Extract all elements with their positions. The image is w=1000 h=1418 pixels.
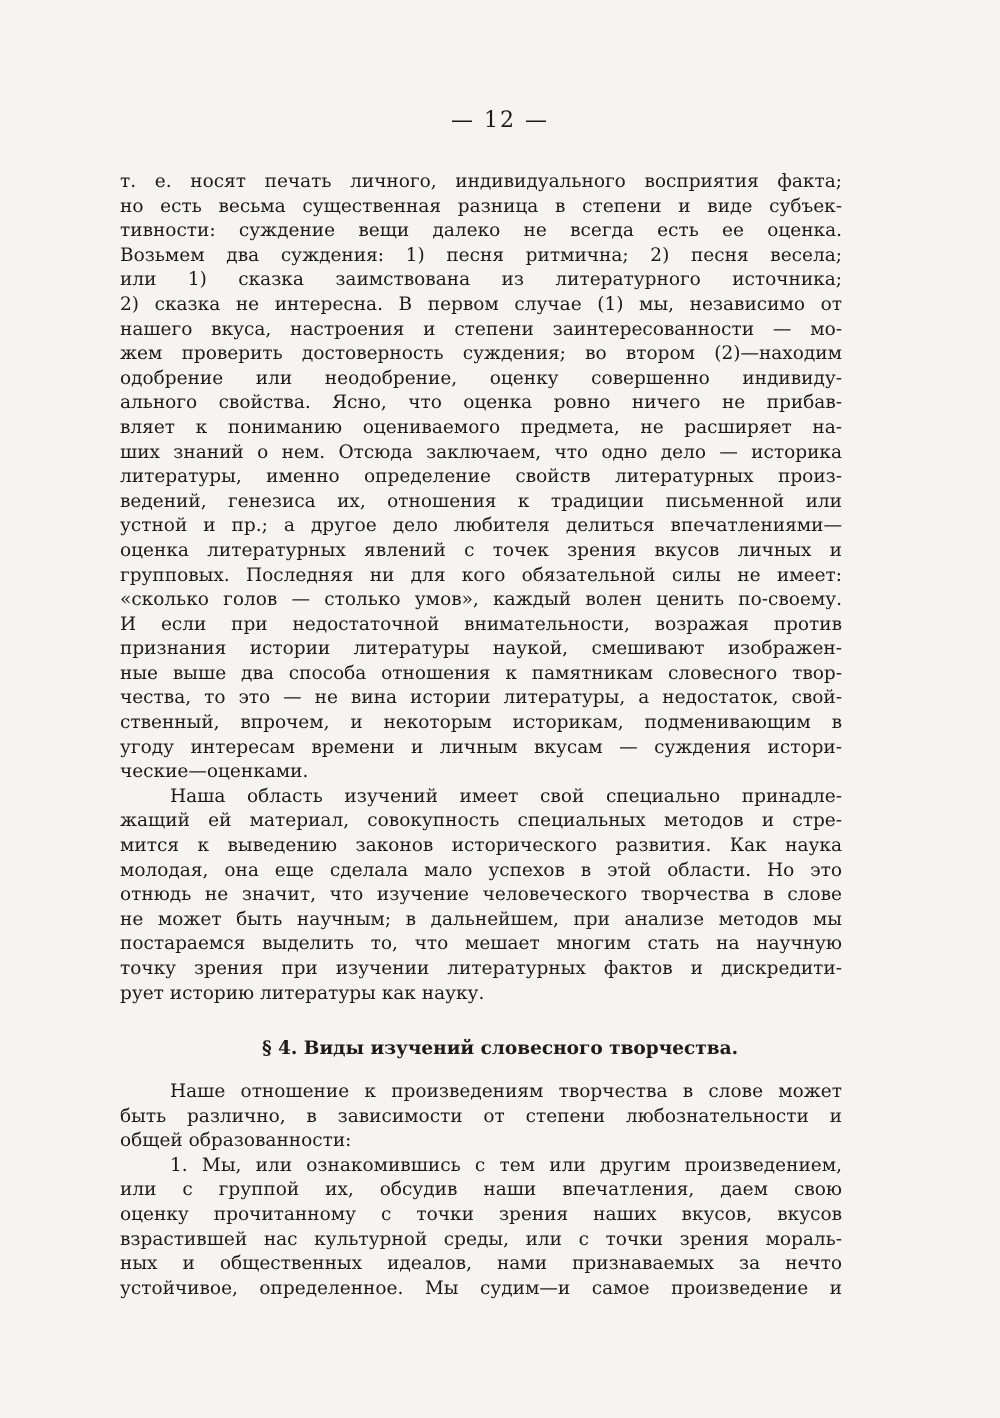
paragraph-4 <box>120 1154 842 1302</box>
text-line: ведений, генезиса их, отношения к традиции письменной или <box>120 490 842 512</box>
text-line: ческие—оценками. <box>120 761 309 783</box>
text-line: ные выше два способа отношения к памятникам словесного твор- <box>120 662 842 684</box>
text-line: точку зрения при изучении литературных фактов и дискредити- <box>120 958 842 979</box>
text-line: чества, то это — не вина истории литературы, а недостаток, свой- <box>120 687 842 709</box>
text-line: ального свойства. Ясно, что оценка ровно ничего не прибав- <box>120 392 842 414</box>
text-line: ственный, впрочем, и некоторым историкам, подменивающим в <box>120 712 842 734</box>
text-line: 2) сказка не интересна. В первом случае (1) мы, независимо от <box>120 293 842 315</box>
text-line: литературы, именно определение свойств литературных произ- <box>120 466 842 488</box>
section-heading: § 4. Виды изучений словесного творчества. <box>261 1038 739 1059</box>
text-line: жем проверить достоверность суждения; во втором (2)—находим <box>120 343 842 365</box>
text-line: Наше отношение к произведениям творчества в слове может <box>170 1081 842 1102</box>
text-line: устойчивое, определенное. Мы судим—и самое произведение и <box>120 1277 842 1299</box>
body-text <box>120 170 842 1006</box>
text-line: отнюдь не значит, что изучение человеческого творчества в слове <box>120 884 842 906</box>
text-line: взрастившей нас культурной среды, или с точки зрения мораль- <box>120 1228 842 1250</box>
text-line: нашего вкуса, настроения и степени заинтересованности — мо- <box>120 318 842 340</box>
text-line: «сколько голов — столько умов», каждый волен ценить по-своему. <box>120 589 842 611</box>
text-line: ных и общественных идеалов, нами признаваемых за нечто <box>120 1253 842 1275</box>
text-line: Наша область изучений имеет свой специально принадле- <box>170 785 842 807</box>
text-line: вляет к пониманию оцениваемого предмета, не расширяет на- <box>120 416 842 438</box>
text-line: 1. Мы, или ознакомившись с тем или другим произведением, <box>170 1154 842 1176</box>
text-line: мится к выведению законов исторического развития. Как наука <box>120 835 842 857</box>
text-line: постараемся выделить то, что мешает многим стать на научную <box>120 933 842 955</box>
paragraph-2 <box>120 785 842 1006</box>
paragraph-1 <box>120 170 842 785</box>
text-line: но есть весьма существенная разница в степени и виде субъек- <box>120 195 842 217</box>
text-line: ших знаний о нем. Отсюда заключаем, что одно дело — историка <box>120 441 842 463</box>
paragraph-3 <box>120 1080 842 1154</box>
text-line: т. е. носят печать личного, индивидуального восприятия факта; <box>120 171 842 192</box>
text-line: оценка литературных явлений с точек зрения вкусов личных и <box>120 539 842 561</box>
text-line: или 1) сказка заимствована из литературного источника; <box>120 269 842 291</box>
text-line: И если при недостаточной внимательности, возражая против <box>120 613 842 635</box>
text-line: групповых. Последняя ни для кого обязательной силы не имеет: <box>120 564 842 586</box>
page-number: — 12 — <box>451 108 549 133</box>
text-line: тивности: суждение вещи далеко не всегда есть ее оценка. <box>120 220 842 242</box>
text-line: молодая, она еще сделала мало успехов в этой области. Но это <box>120 859 842 881</box>
text-line: общей образованности: <box>120 1130 352 1152</box>
text-line: или с группой их, обсудив наши впечатления, даем свою <box>120 1179 842 1201</box>
text-line: одобрение или неодобрение, оценку совершенно индивиду- <box>120 367 842 389</box>
text-line: не может быть научным; в дальнейшем, при анализе методов мы <box>120 908 842 930</box>
body-text-continued <box>120 1080 842 1301</box>
text-line: жащий ей материал, совокупность специальных методов и стре- <box>120 810 842 832</box>
text-line: рует историю литературы как науку. <box>120 982 485 1004</box>
text-line: устной и пр.; а другое дело любителя делиться впечатлениями— <box>120 515 842 537</box>
text-line: оценку прочитанному с точки зрения наших вкусов, вкусов <box>120 1203 842 1225</box>
text-line: Возьмем два суждения: 1) песня ритмична; 2) песня весела; <box>120 244 842 266</box>
text-line: угоду интересам времени и личным вкусам — суждения истори- <box>120 736 842 758</box>
text-line: быть различно, в зависимости от степени любознательности и <box>120 1105 842 1127</box>
text-line: признания истории литературы наукой, смешивают изображен- <box>120 638 842 660</box>
